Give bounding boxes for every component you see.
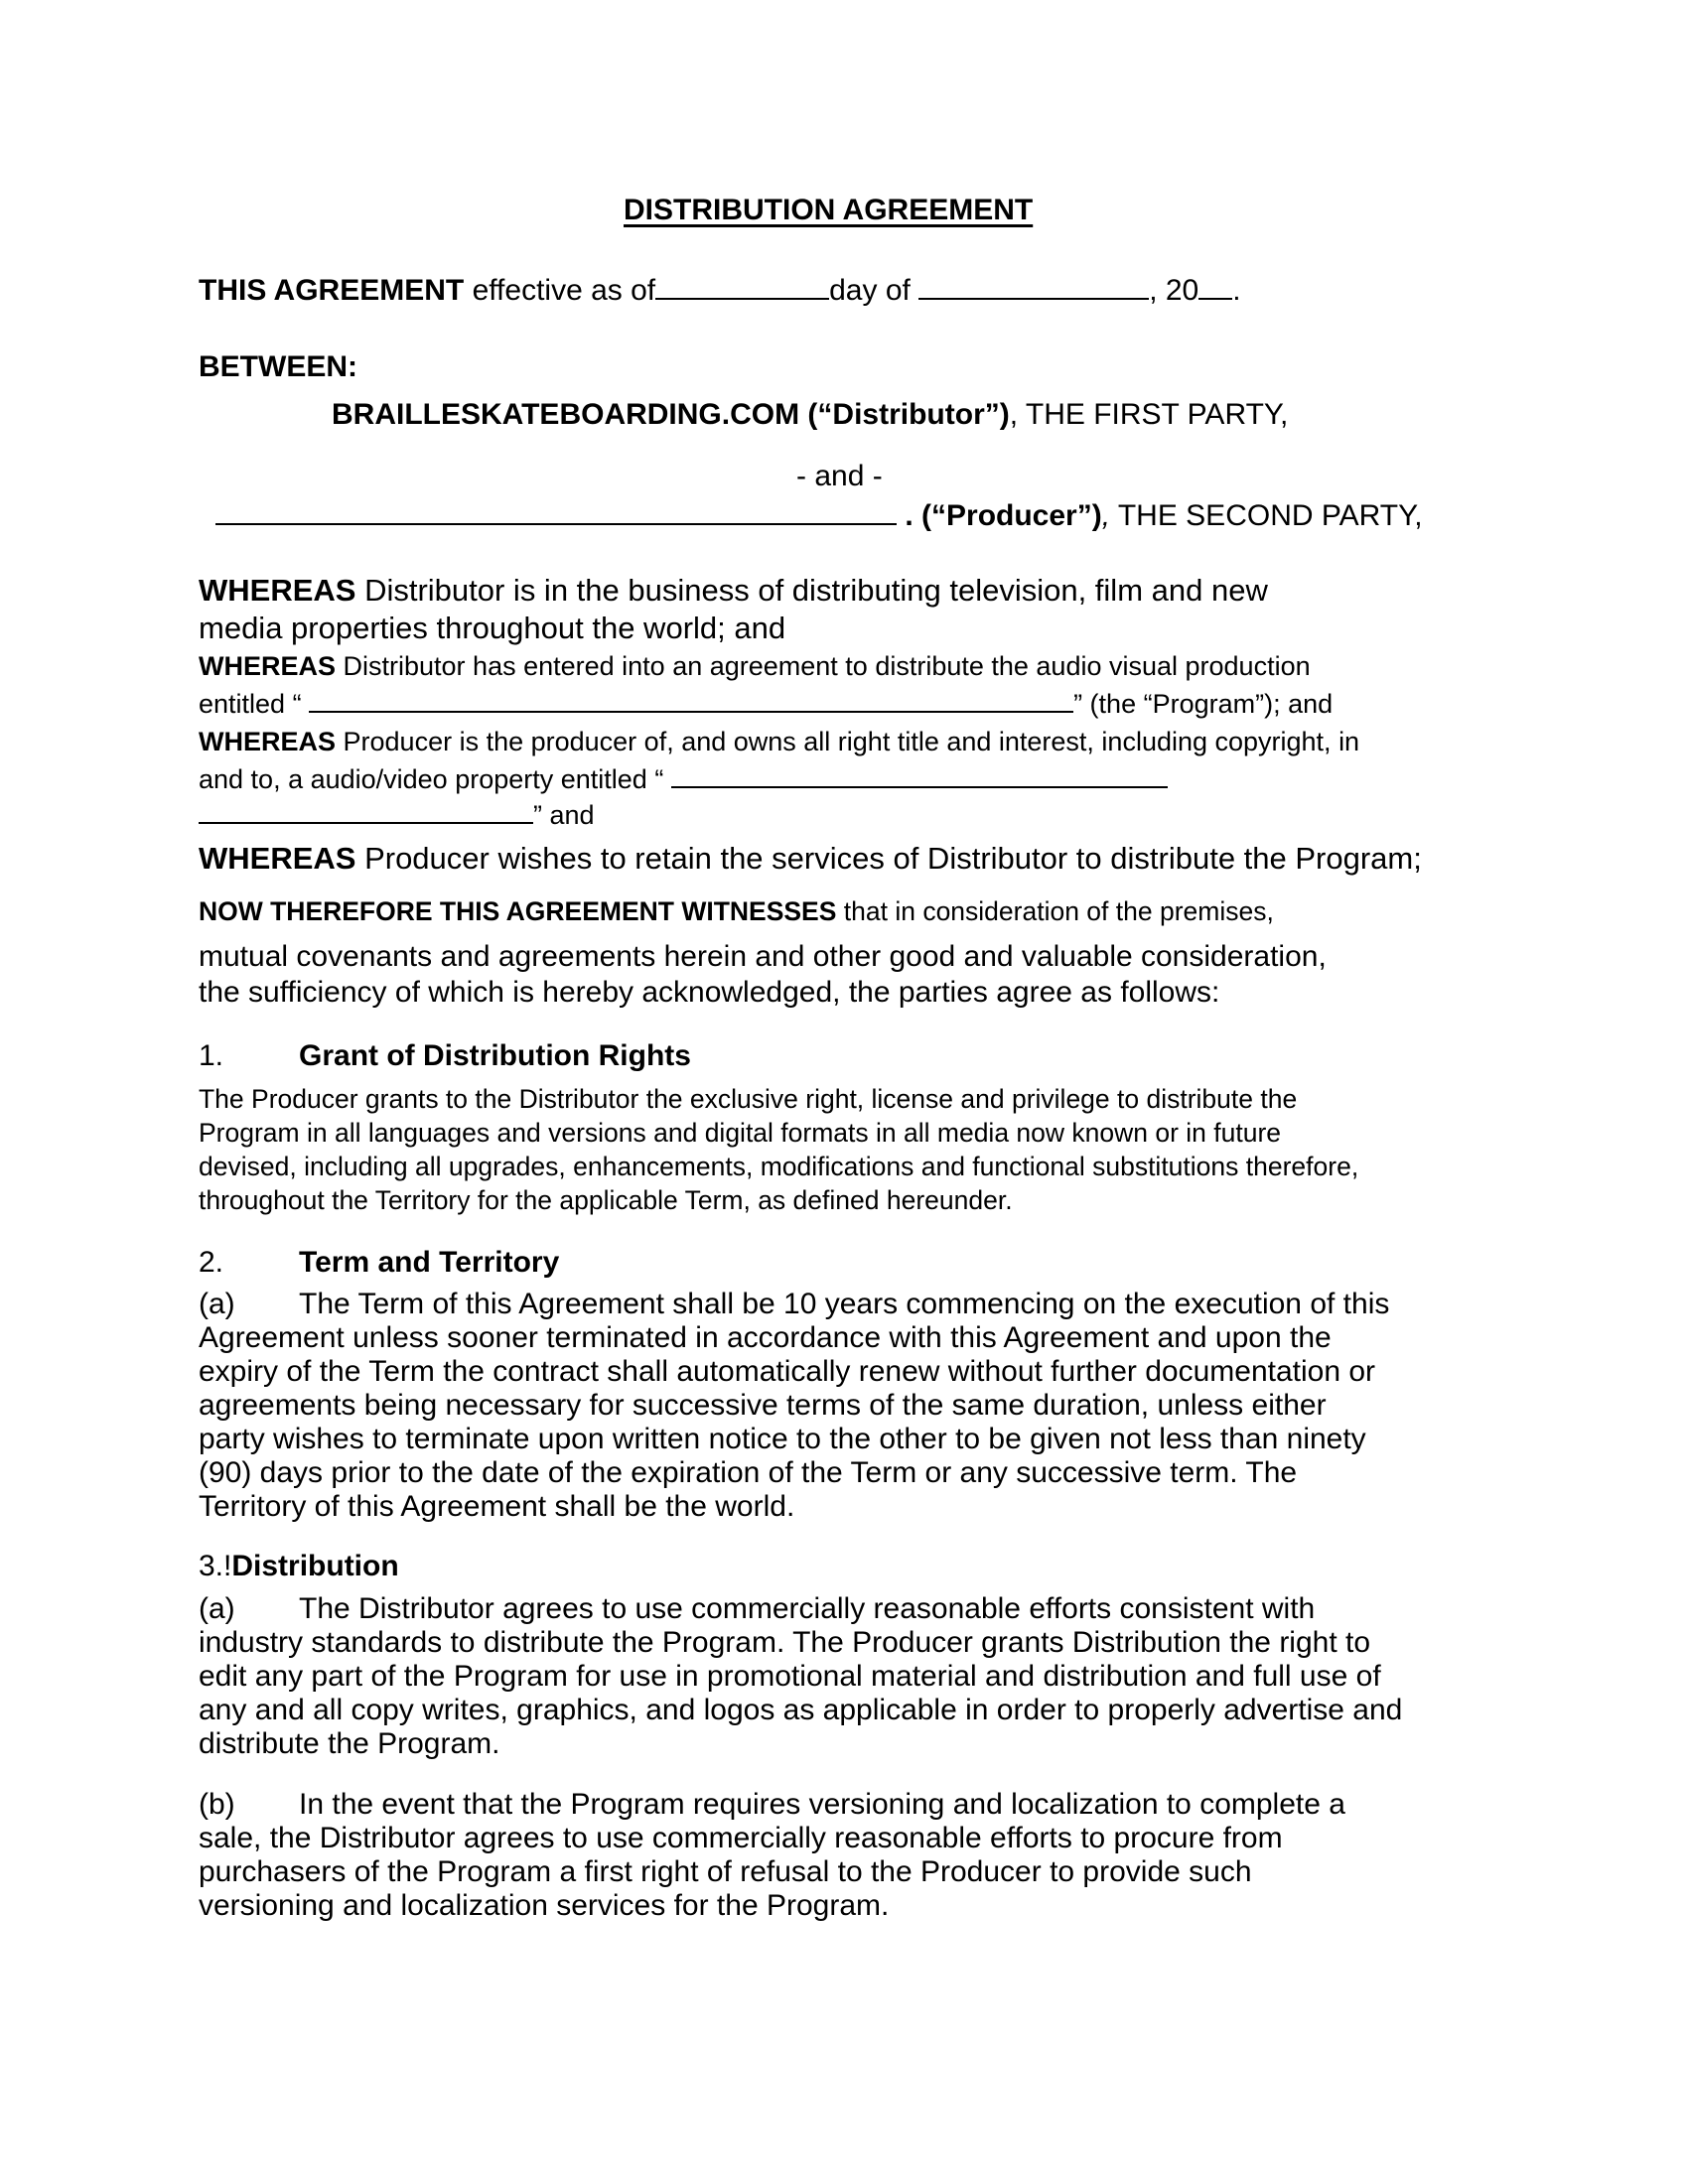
whereas-2-line-1: WHEREAS Distributor has entered into an agreement to distribute the audio visual production bbox=[199, 651, 1311, 681]
year-blank-field[interactable] bbox=[1198, 297, 1232, 300]
section-3-heading bbox=[199, 1552, 399, 1581]
whereas-3-line-3: ” and bbox=[199, 802, 595, 829]
first-party-line: BRAILLESKATEBOARDING.COM (“Distributor”), THE FIRST PARTY, bbox=[332, 398, 1289, 431]
section-1-line-3: devised, including all upgrades, enhancements, modifications and functional substitutions therefore, bbox=[199, 1152, 1359, 1181]
property-title-blank-field-1[interactable] bbox=[671, 785, 1168, 788]
distributor-name: BRAILLESKATEBOARDING.COM (“Distributor”) bbox=[332, 398, 1010, 431]
section-3a-line-1: (a) The Distributor agrees to use commercially reasonable efforts consistent with bbox=[199, 1592, 1316, 1625]
producer-name-blank-field[interactable] bbox=[215, 522, 897, 525]
and-separator: - and - bbox=[796, 460, 883, 492]
section-1-line-4: throughout the Territory for the applicable Term, as defined hereunder. bbox=[199, 1185, 1013, 1215]
whereas-3-line-2: and to, a audio/video property entitled “ bbox=[199, 766, 1168, 793]
this-agreement-label: THIS AGREEMENT bbox=[199, 274, 465, 307]
section-2a-line-4: agreements being necessary for successive terms of the same duration, unless either bbox=[199, 1389, 1327, 1422]
section-1-line-1: The Producer grants to the Distributor the exclusive right, license and privilege to distribute the bbox=[199, 1084, 1298, 1114]
property-title-blank-field-2[interactable] bbox=[199, 821, 533, 824]
section-2a-line-1: (a) The Term of this Agreement shall be 10 years commencing on the execution of this bbox=[199, 1288, 1390, 1320]
section-1-line-2: Program in all languages and versions and digital formats in all media now known or in future bbox=[199, 1118, 1282, 1148]
second-party-line: . (“Producer”), THE SECOND PARTY, bbox=[215, 501, 1423, 531]
now-therefore-line-1: NOW THEREFORE THIS AGREEMENT WITNESSES that in consideration of the premises, bbox=[199, 896, 1274, 926]
section-2-heading bbox=[199, 1246, 560, 1279]
section-1-heading bbox=[199, 1039, 691, 1072]
section-title: Term and Territory bbox=[299, 1246, 560, 1279]
section-3a-line-5: distribute the Program. bbox=[199, 1727, 500, 1760]
whereas-1-line-1: WHEREAS Distributor is in the business of distributing television, film and new bbox=[199, 573, 1268, 608]
section-3a-line-2: industry standards to distribute the Program. The Producer grants Distribution the right to bbox=[199, 1626, 1371, 1659]
document-title: DISTRIBUTION AGREEMENT bbox=[624, 194, 1034, 226]
whereas-3-line-1: WHEREAS Producer is the producer of, and owns all right title and interest, including copyright, in bbox=[199, 727, 1360, 756]
section-3b-line-3: purchasers of the Program a first right of refusal to the Producer to provide such bbox=[199, 1855, 1252, 1888]
section-3b-line-2: sale, the Distributor agrees to use commercially reasonable efforts to procure from bbox=[199, 1822, 1283, 1854]
month-blank-field[interactable] bbox=[918, 297, 1149, 300]
whereas-4-line-1: WHEREAS Producer wishes to retain the services of Distributor to distribute the Program; bbox=[199, 841, 1422, 876]
section-title: Grant of Distribution Rights bbox=[299, 1039, 691, 1072]
section-2a-line-3: expiry of the Term the contract shall automatically renew without further documentation or bbox=[199, 1355, 1376, 1388]
day-blank-field[interactable] bbox=[655, 297, 829, 300]
effective-date-line: THIS AGREEMENT effective as of day of , 20 . bbox=[199, 274, 1241, 307]
section-3b-line-1: (b) In the event that the Program requires versioning and localization to complete a bbox=[199, 1788, 1345, 1821]
section-title: Distribution bbox=[231, 1550, 399, 1582]
whereas-2-line-2: entitled “ ” (the “Program”); and bbox=[199, 689, 1334, 719]
section-number: 3.! bbox=[199, 1550, 232, 1582]
section-3a-line-4: any and all copy writes, graphics, and logos as applicable in order to properly advertise and bbox=[199, 1694, 1403, 1726]
section-2a-line-5: party wishes to terminate upon written notice to the other to be given not less than ninety bbox=[199, 1423, 1366, 1455]
now-therefore-line-3: the sufficiency of which is hereby acknowledged, the parties agree as follows: bbox=[199, 976, 1220, 1009]
producer-label: (“Producer”) bbox=[921, 499, 1102, 532]
section-2a-line-2: Agreement unless sooner terminated in accordance with this Agreement and upon the bbox=[199, 1321, 1332, 1354]
section-number: 2. bbox=[199, 1246, 224, 1279]
whereas-1-line-2: media properties throughout the world; and bbox=[199, 611, 786, 645]
section-3b-line-4: versioning and localization services for the Program. bbox=[199, 1889, 890, 1922]
between-label: BETWEEN: bbox=[199, 350, 357, 383]
section-3a-line-3: edit any part of the Program for use in promotional material and distribution and full use of bbox=[199, 1660, 1381, 1693]
now-therefore-line-2: mutual covenants and agreements herein and other good and valuable consideration, bbox=[199, 940, 1327, 973]
program-title-blank-field[interactable] bbox=[309, 710, 1073, 713]
section-2a-line-6: (90) days prior to the date of the expiration of the Term or any successive term. The bbox=[199, 1456, 1298, 1489]
section-2a-line-7: Territory of this Agreement shall be the world. bbox=[199, 1490, 795, 1523]
section-number: 1. bbox=[199, 1039, 224, 1072]
